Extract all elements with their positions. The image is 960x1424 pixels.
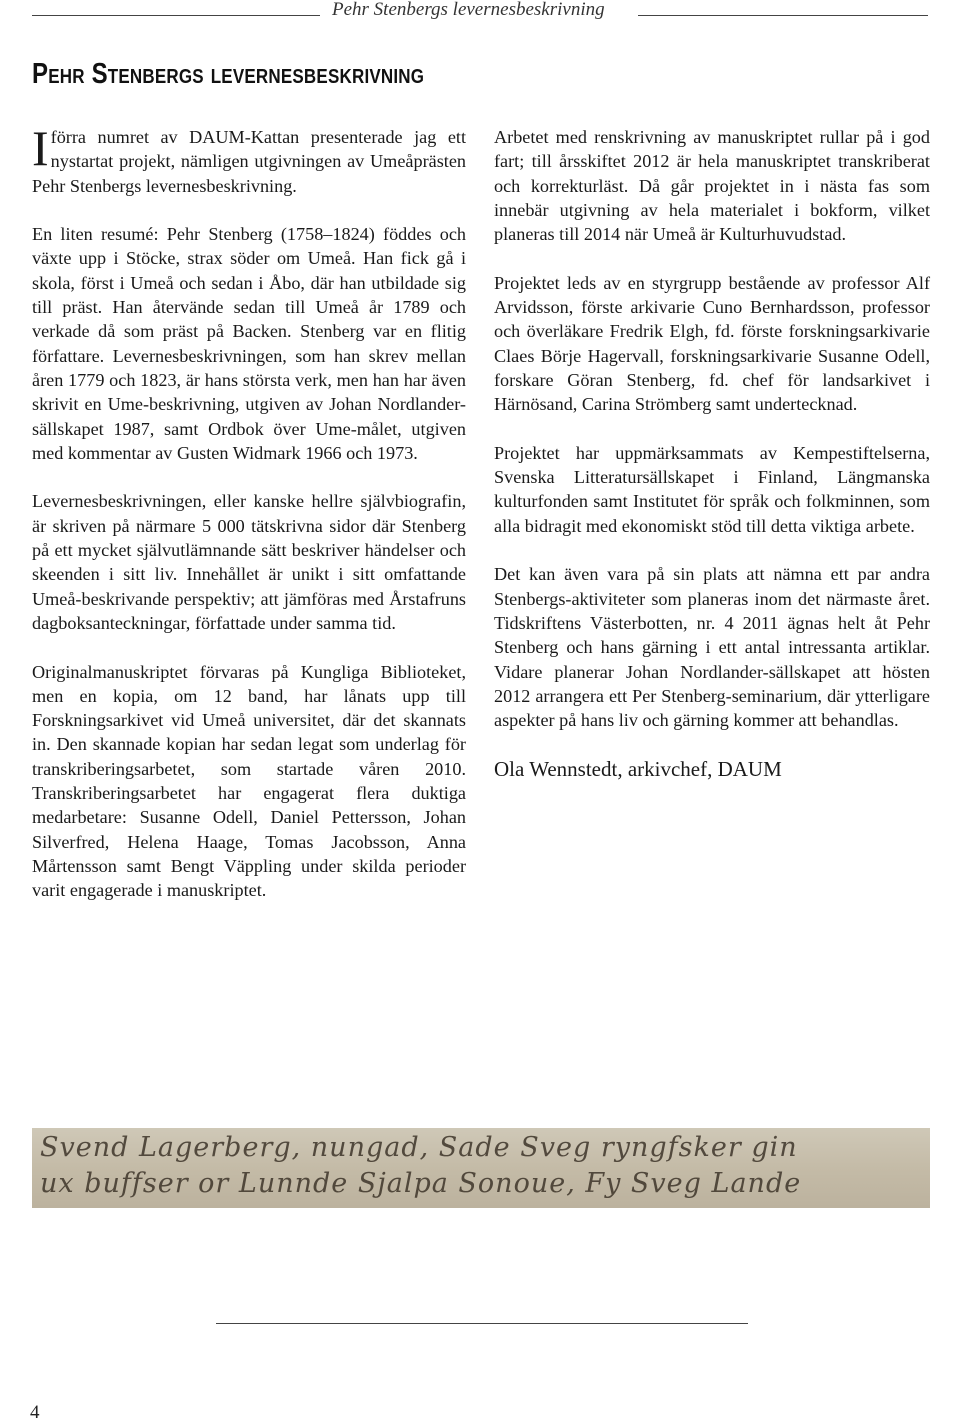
autobiography-paragraph: Levernesbeskrivningen, eller kanske hellre självbiografin, är skriven på närmare 5 000 tätskrivna sidor där Stenberg på ett mycket självutlämnande sätt beskriver händelser och skeenden i sitt liv. Innehållet är unikt i sitt omfattande Umeå-beskrivande perspektiv; att jämföras med Årstafruns dagboksanteckningar, författade under samma tid. xyxy=(32,491,466,633)
running-title: Pehr Stenbergs levernesbeskrivning xyxy=(332,0,605,20)
activities-paragraph: Det kan även vara på sin plats att nämna ett par andra Stenbergs-aktiviteter som planeras inom det närmaste året. Tidskriftens Västerbotten, nr. 4 2011 ägnas helt åt Pehr Stenberg och hans gärning i ett antal intressanta artiklar. Vidare planerar Johan Nordlander-sällskapet att hösten 2012 arrangera ett Per Stenberg-seminarium, där ytterligare aspekter på hans liv och gärning kommer att behandlas. xyxy=(494,564,930,731)
right-column xyxy=(494,125,930,781)
header-rule-left xyxy=(32,15,320,16)
drop-cap: I xyxy=(32,120,49,176)
manuscript-paragraph: Originalmanuskriptet förvaras på Kungliga Biblioteket, men en kopia, om 12 band, har lånats upp till Forskningsarkivet vid Umeå universitet, där det skannats in. Den skannade kopian har sedan legat som underlag för transkriberingsarbetet, som startade våren 2010. Transkriberingsarbetet har engagerat flera duktiga medarbetare: Susanne Odell, Daniel Pettersson, Johan Silverfred, Helena Haage, Tomas Jacobsson, Anna Mårtensson samt Bengt Väppling under skilda perioder varit engagerade i manuskriptet. xyxy=(32,661,466,901)
author-signature: Ola Wennstedt, arkivchef, DAUM xyxy=(494,756,782,781)
funding-paragraph: Projektet har uppmärksammats av Kempestiftelserna, Svenska Litteratursällskapet i Finland, Längmanska kulturfonden samt Institutet för språk och folkminnen, som alla bidragit med ekonomiskt stöd till detta viktiga arbete. xyxy=(494,442,930,536)
footer-rule xyxy=(216,1323,748,1324)
steering-group-paragraph: Projektet leds av en styrgrupp bestående av professor Alf Arvidsson, förste arkivarie Cuno Bernhardsson, professor och överläkare Fredrik Elgh, fd. förste forskningsarkivarie Claes Börje Hagervall, forskningsarkivarie Susanne Odell, forskare Göran Stenberg, fd. chef för landsarkivet i Härnösand, Carina Strömberg samt undertecknad. xyxy=(494,272,930,415)
header-rule-right xyxy=(638,15,928,16)
running-header xyxy=(0,0,960,24)
resume-paragraph: En liten resumé: Pehr Stenberg (1758–1824) föddes och växte upp i Stöcke, strax söder om Umeå. Han fick gå i skola, först i Umeå och sedan i Åbo, där han utbildade sig till präst. Han återvände sedan till Umeå år 1789 och verkade då som präst på Backen. Stenberg var en flitig författare. Levernesbeskrivningen, som han skrev mellan åren 1779 och 1823, är hans största verk, men han har även skrivit en Ume-beskrivning, utgiven av Johan Nordlander-sällskapet 1987, samt Ordbok över Ume-målet, utgiven med kommentar av Gusten Widmark 1966 och 1973. xyxy=(32,224,466,463)
manuscript-image xyxy=(32,1128,930,1208)
article-title: Pehr Stenbergs levernesbeskrivning xyxy=(32,58,425,91)
manuscript-handwriting-line: Svend Lagerberg, nungad, Sade Sveg ryngfsker gin xyxy=(40,1132,798,1163)
page-number: 4 xyxy=(30,1402,40,1423)
left-column xyxy=(32,120,466,927)
progress-paragraph: Arbetet med renskrivning av manuskriptet rullar på i god fart; till årsskiftet 2012 är hela manuskriptet transkriberat och korrekturläst. Då går projektet in i nästa fas som innebär utgivning av hela materialet i bokform, vilket planeras till 2014 när Umeå är Kulturhuvudstad. xyxy=(494,127,930,245)
intro-text: förra numret av DAUM-Kattan presenterade jag ett nystartat projekt, nämligen utgivningen av Umeåprästen Pehr Stenbergs levernesbeskrivning. xyxy=(32,127,466,196)
intro-paragraph xyxy=(32,120,466,198)
manuscript-handwriting-line: ux buffser or Lunnde Sjalpa Sonoue, Fy Sveg Lande xyxy=(40,1168,802,1199)
